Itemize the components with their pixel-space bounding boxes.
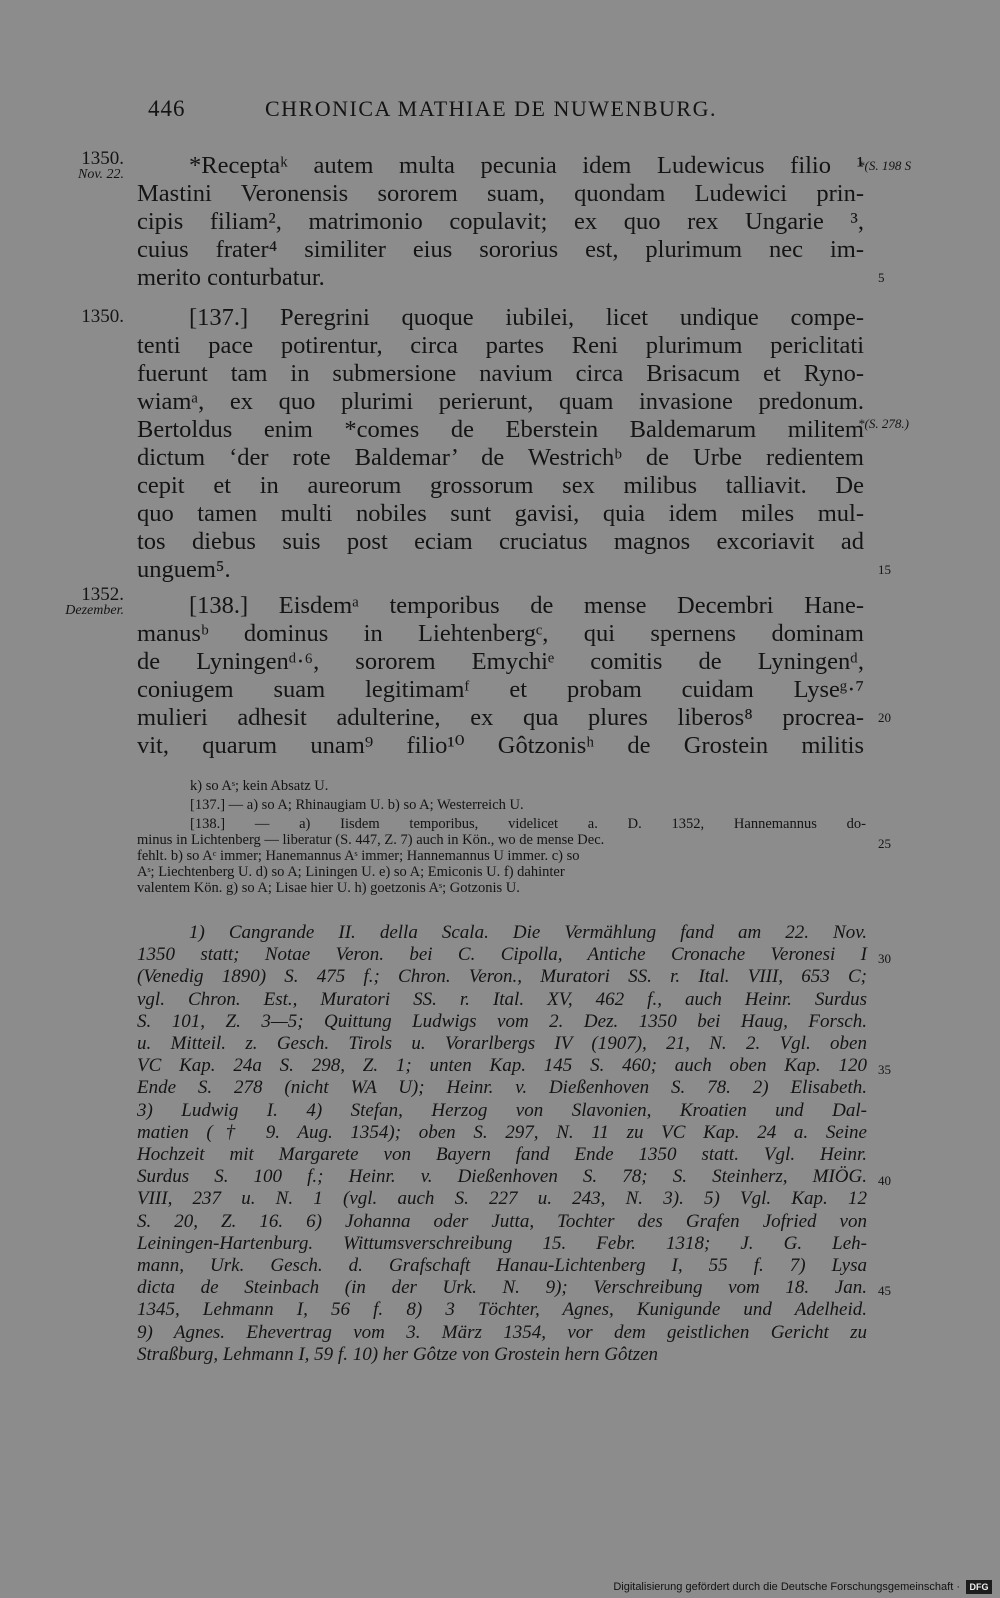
footnote-line: S. 101, Z. 3—5; Quittung Ludwigs vom 2. Dez. 1350 bei Haug, Forsch. [137, 1010, 867, 1032]
text-line: cipis filiam², matrimonio copulavit; ex quo rex Ungarie ³, [137, 208, 864, 235]
line-number: 30 [878, 951, 891, 966]
margin-ref-1: *(S. 198 S [858, 158, 912, 173]
running-title: CHRONICA MATHIAE DE NUWENBURG. [265, 96, 717, 121]
text-line: wiamᵃ, ex quo plurimi perierunt, quam invasione predonum. [137, 388, 864, 415]
date-year: 1350. [81, 306, 124, 327]
footnote-line: Surdus S. 100 f.; Heinr. v. Dießenhoven S. 78; S. Steinherz, MIÖG. [137, 1166, 867, 1188]
text-line: [137.] Peregrini quoque iubilei, licet undique compe- [189, 304, 864, 331]
apparatus-line: minus in Lichtenberg — liberatur (S. 447, Z. 7) auch in Kön., wo de mense Dec. [137, 832, 605, 848]
footnote-line: S. 20, Z. 16. 6) Johanna oder Jutta, Tochter des Grafen Jofried von [137, 1210, 867, 1232]
footnote-line: Straßburg, Lehmann I, 59 f. 10) her Gôtze von Grostein hern Gôtzen [137, 1343, 659, 1365]
line-number: 40 [878, 1173, 891, 1188]
running-header [130, 92, 870, 128]
footnote-line: 1) Cangrande II. della Scala. Die Vermählung fand am 22. Nov. [189, 922, 867, 943]
line-number: 25 [878, 836, 891, 851]
text-line: merito conturbatur. [137, 264, 325, 291]
line-number: 35 [878, 1062, 891, 1077]
paragraph-1 [137, 152, 864, 292]
footnote-line: Hochzeit mit Margarete von Bayern fand Ende 1350 statt. Vgl. Heinr. [137, 1144, 867, 1166]
apparatus-line: valentem Kön. g) so A; Lisae hier U. h) goetzonis Aˢ; Gotzonis U. [137, 880, 520, 896]
footnote-line: mann, Urk. Gesch. d. Grafschaft Hanau-Lichtenberg I, 55 f. 7) Lysa [137, 1255, 867, 1277]
footnote-line: Leiningen-Hartenburg. Wittumsverschreibung 15. Febr. 1318; J. G. Leh- [137, 1232, 867, 1254]
margin-date-2 [52, 308, 124, 326]
text-line: coniugem suam legitimamᶠ et probam cuidam Lyseᵍ·⁷ [137, 676, 864, 703]
text-line: [138.] Eisdemᵃ temporibus de mense Decembri Hane- [189, 592, 864, 619]
page-number: 446 [148, 96, 186, 121]
apparatus-line: k) so Aˢ; kein Absatz U. [190, 778, 329, 794]
footer-credit: Digitalisierung gefördert durch die Deutsche Forschungsgemeinschaft · [613, 1581, 960, 1593]
margin-date-1 [52, 150, 124, 182]
margin-date-3 [52, 586, 124, 618]
apparatus-line: [138.] — a) Iisdem temporibus, videlicet a. D. 1352, Hannemannus do- [190, 816, 866, 832]
text-line: unguem⁵. [137, 556, 231, 583]
text-line: tenti pace potirentur, circa partes Reni plurimum periclitati [137, 332, 864, 359]
text-line: *Receptaᵏ autem multa pecunia idem Ludewicus filio ¹ [189, 152, 864, 179]
apparatus-line: Aˢ; Liechtenberg U. d) so A; Liningen U. e) so A; Emiconis U. f) dahinter [137, 864, 565, 880]
footnote-line: dicta de Steinbach (in der Urk. N. 9); Verschreibung vom 18. Jan. [137, 1277, 867, 1299]
footnote-line: (Venedig 1890) S. 475 f.; Chron. Veron., Muratori SS. r. Ital. VIII, 653 C; [137, 966, 867, 988]
text-line: fuerunt tam in submersione navium circa Brisacum et Ryno- [137, 360, 864, 387]
text-line: Mastini Veronensis sororem suam, quondam Ludewici prin- [137, 180, 864, 207]
footnote-line: u. Mitteil. z. Gesch. Tirols u. Vorarlbergs IV (1907), 21, N. 2. Vgl. oben [137, 1033, 867, 1055]
text-line: quo tamen multi nobiles sunt gavisi, quia idem miles mul- [137, 500, 864, 527]
dfg-logo: DFG [966, 1580, 992, 1594]
text-line: de Lyningenᵈ·⁶, sororem Emychiᵉ comitis de Lyningenᵈ, [137, 648, 864, 675]
line-number: 5 [878, 270, 885, 285]
apparatus-line: [137.] — a) so A; Rhinaugiam U. b) so A; Westerreich U. [190, 797, 524, 813]
footnote-line: VC Kap. 24a S. 298, Z. 1; unten Kap. 145 S. 460; auch oben Kap. 120 [137, 1055, 867, 1077]
text-line: cuius frater⁴ similiter eius sororius est, plurimum nec im- [137, 236, 864, 263]
footnote-line: VIII, 237 u. N. 1 (vgl. auch S. 227 u. 243, N. 3). 5) Vgl. Kap. 12 [137, 1188, 867, 1210]
apparatus-line: fehlt. b) so Aᶜ immer; Hanemannus Aˢ immer; Hannemannus U immer. c) so [137, 848, 580, 864]
date-month: Nov. 22. [77, 167, 124, 182]
line-number: 15 [878, 562, 891, 577]
line-number: 20 [878, 710, 891, 725]
text-line: tos diebus suis post eciam cruciatus magnos excoriavit ad [137, 528, 864, 555]
footnote-line: 1345, Lehmann I, 56 f. 8) 3 Töchter, Agnes, Kunigunde und Adelheid. [137, 1299, 867, 1321]
text-line: dictum ‘der rote Baldemar’ de Westrichᵇ de Urbe redientem [137, 444, 864, 471]
date-year: 1350. [81, 148, 124, 169]
text-line: manusᵇ dominus in Liehtenbergᶜ, qui spernens dominam [137, 620, 864, 647]
paragraph-138 [137, 592, 864, 760]
footnote-line: 1350 statt; Notae Veron. bei C. Cipolla, Antiche Cronache Veronesi I [137, 944, 867, 966]
digitization-footer [0, 1578, 1000, 1598]
footnote-line: 3) Ludwig I. 4) Stefan, Herzog von Slavonien, Kroatien und Dal- [137, 1099, 867, 1121]
date-year: 1352. [81, 584, 124, 605]
footnote-line: vgl. Chron. Est., Muratori SS. r. Ital. XV, 462 f., auch Heinr. Surdus [137, 988, 867, 1010]
footnotes [137, 922, 867, 1366]
text-line: vit, quarum unam⁹ filio¹⁰ Gôtzonisʰ de Grostein militis [137, 732, 864, 759]
date-month: Dezember. [65, 603, 124, 618]
paragraph-137 [137, 304, 864, 584]
line-number: 45 [878, 1283, 891, 1298]
footnote-line: 9) Agnes. Ehevertrag vom 3. März 1354, vor dem geistlichen Gericht zu [137, 1321, 867, 1343]
text-line: Bertoldus enim *comes de Eberstein Baldemarum militem [137, 416, 864, 443]
critical-apparatus [137, 778, 866, 896]
margin-ref-2: *(S. 278.) [858, 416, 909, 431]
text-line: mulieri adhesit adulterine, ex qua plures liberos⁸ procrea- [137, 704, 864, 731]
footnote-line: matien († 9. Aug. 1354); oben S. 297, N. 11 zu VC Kap. 24 a. Seine [137, 1121, 867, 1143]
footnote-line: Ende S. 278 (nicht WA U); Heinr. v. Dießenhoven S. 78. 2) Elisabeth. [137, 1077, 867, 1099]
text-line: cepit et in aureorum grossorum sex milibus talliavit. De [137, 472, 864, 499]
